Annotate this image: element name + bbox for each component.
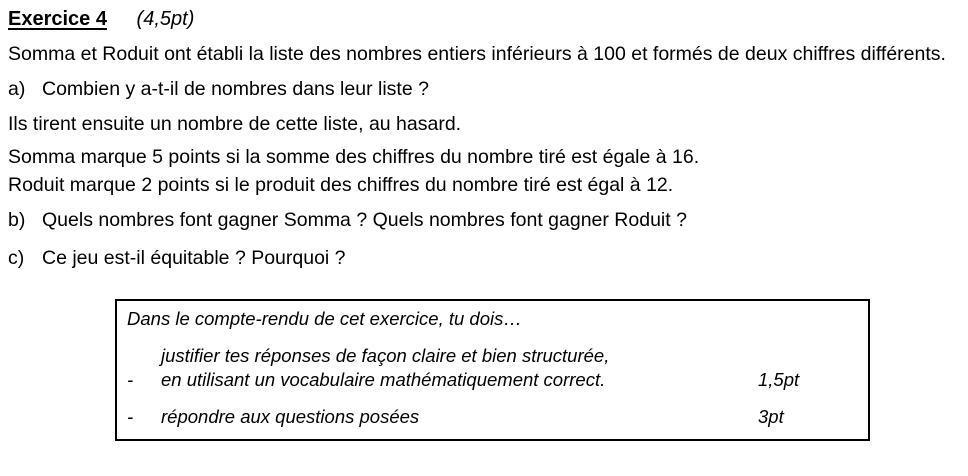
- intro-paragraph: Somma et Roduit ont établi la liste des nombres entiers inférieurs à 100 et formés de deux chiffres différents.: [8, 43, 946, 65]
- note-item-points: 1,5pt: [758, 369, 800, 390]
- question-c-text: Ce jeu est-il équitable ? Pourquoi ?: [42, 247, 346, 269]
- statement-somma-rule: Somma marque 5 points si la somme des chiffres du nombre tiré est égale à 16.: [8, 146, 700, 168]
- note-item-bullet: -: [127, 369, 134, 390]
- note-box: [115, 299, 870, 441]
- note-item-text: [161, 344, 758, 392]
- note-item-answer: [127, 405, 858, 429]
- exercise-header: [8, 7, 962, 31]
- question-a-text: Combien y a-t-il de nombres dans leur liste ?: [42, 78, 429, 100]
- note-item-text-line-1: répondre aux questions posées: [161, 406, 420, 427]
- question-b-label: b): [8, 209, 26, 231]
- question-b: [8, 206, 962, 234]
- exercise-points: (4,5pt): [136, 8, 195, 30]
- note-item-points: 3pt: [758, 406, 784, 427]
- note-item-text-line-2: en utilisant un vocabulaire mathématiquement correct.: [161, 369, 606, 390]
- scoring-rules: [8, 143, 962, 199]
- question-b-text: Quels nombres font gagner Somma ? Quels nombres font gagner Roduit ?: [42, 209, 687, 231]
- note-item-text-line-1: justifier tes réponses de façon claire et bien structurée,: [161, 345, 610, 366]
- question-a: [8, 75, 962, 103]
- statement-roduit-rule: Roduit marque 2 points si le produit des chiffres du nombre tiré est égal à 12.: [8, 174, 674, 196]
- question-a-label: a): [8, 78, 26, 100]
- note-box-intro: Dans le compte-rendu de cet exercice, tu dois…: [127, 308, 522, 329]
- note-item-bullet: -: [127, 406, 134, 427]
- question-c: [8, 244, 962, 272]
- note-item-text: [161, 405, 758, 429]
- question-c-label: c): [8, 247, 25, 269]
- exercise-title: Exercice 4: [8, 8, 107, 30]
- note-item-justify: [127, 344, 858, 392]
- statement-draw: Ils tirent ensuite un nombre de cette liste, au hasard.: [8, 113, 462, 135]
